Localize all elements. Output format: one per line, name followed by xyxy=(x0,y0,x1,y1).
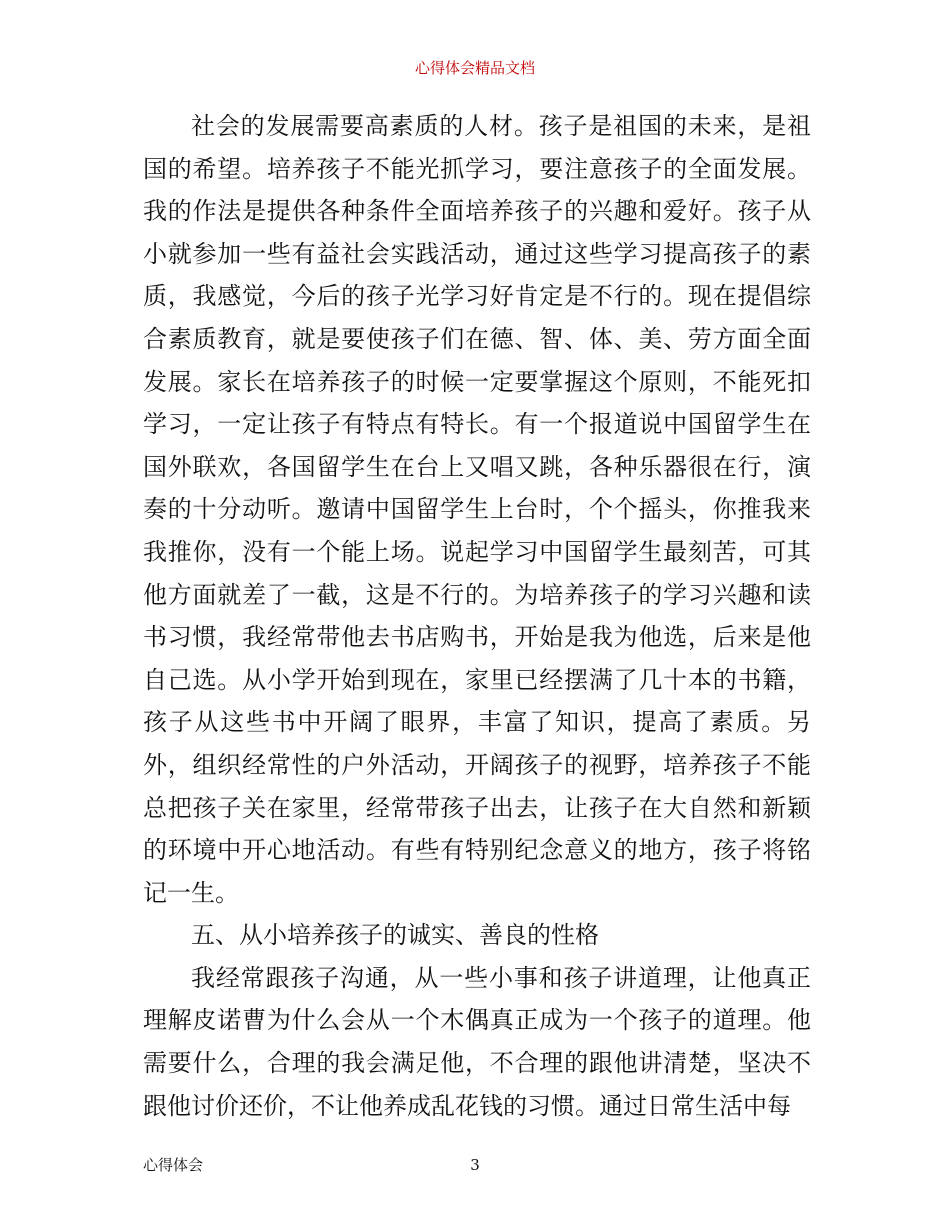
section-heading: 五、从小培养孩子的诚实、善良的性格 xyxy=(191,921,599,950)
page-number: 3 xyxy=(470,1156,480,1174)
paragraph-communication: 我经常跟孩子沟通，从一些小事和孩子讲道理，让他真正理解皮诺曹为什么会从一个木偶真正成为一个孩子的道理。他需要什么，合理的我会满足他，不合理的跟他讲清楚，坚决不跟他讨价还价，不让他养成乱花钱的习惯。通过日常生活中每 xyxy=(143,963,811,1120)
paragraph-development: 社会的发展需要高素质的人材。孩子是祖国的未来，是祖国的希望。培养孩子不能光抓学习，要注意孩子的全面发展。我的作法是提供各种条件全面培养孩子的兴趣和爱好。孩子从小就参加一些有益社会实践活动，通过这些学习提高孩子的素质，我感觉，今后的孩子光学习好肯定是不行的。现在提倡综合素质教育，就是要使孩子们在德、智、体、美、劳方面全面发展。家长在培养孩子的时候一定要掌握这个原则，不能死扣学习，一定让孩子有特点有特长。有一个报道说中国留学生在国外联欢，各国留学生在台上又唱又跳，各种乐器很在行，演奏的十分动听。邀请中国留学生上台时，个个摇头，你推我来我推你，没有一个能上场。说起学习中国留学生最刻苦，可其他方面就差了一截，这是不行的。为培养孩子的学习兴趣和读书习惯，我经常带他去书店购书，开始是我为他选，后来是他自己选。从小学开始到现在，家里已经摆满了几十本的书籍，孩子从这些书中开阔了眼界，丰富了知识，提高了素质。另外，组织经常性的户外活动，开阔孩子的视野，培养孩子不能总把孩子关在家里，经常带孩子出去，让孩子在大自然和新颖的环境中开心地活动。有些有特别纪念意义的地方，孩子将铭记一生。 xyxy=(143,112,811,907)
footer-label: 心得体会 xyxy=(143,1156,204,1174)
page-header-title: 心得体会精品文档 xyxy=(414,59,535,77)
document-body xyxy=(143,105,811,1127)
